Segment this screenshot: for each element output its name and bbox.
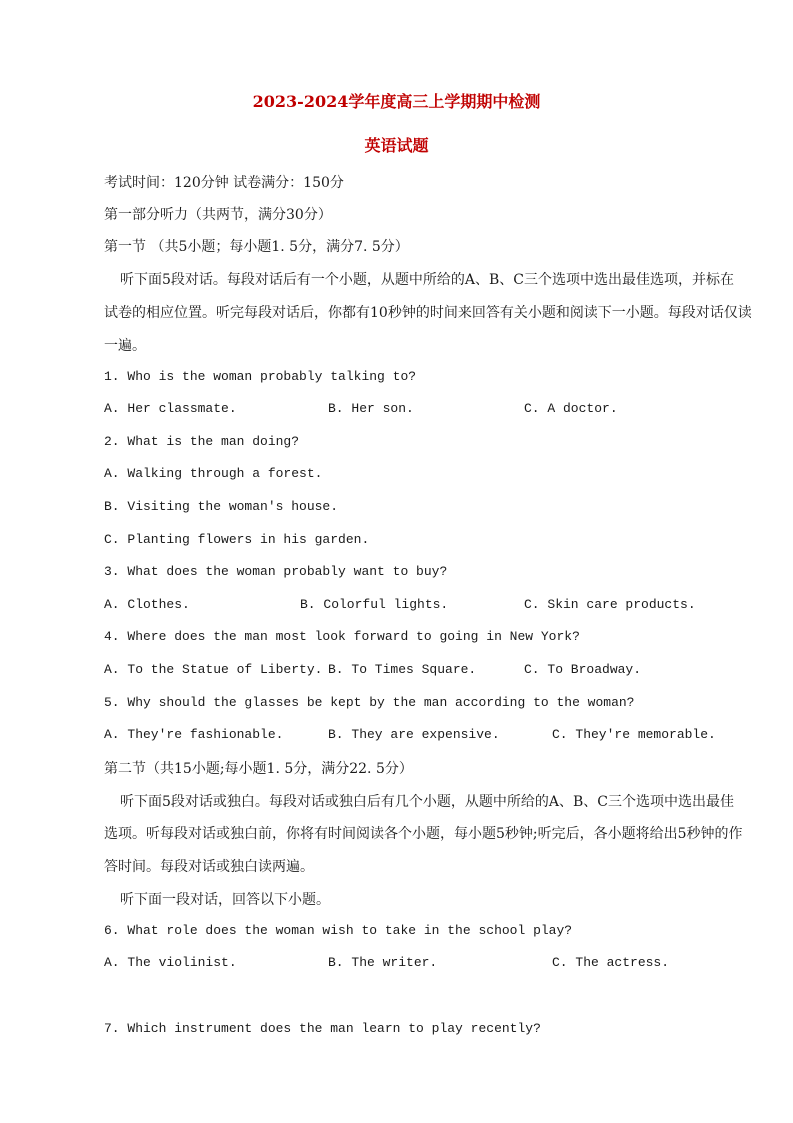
question-6: 6. What role does the woman wish to take in the school play? [104,923,573,938]
option-5c: C. They're memorable. [552,727,716,742]
option-3a: A. Clothes. [104,597,190,612]
option-2c: C. Planting flowers in his garden. [104,532,370,547]
question-3: 3. What does the woman probably want to buy? [104,564,448,579]
option-4c: C. To Broadway. [524,662,642,677]
option-4a: A. To the Statue of Liberty. [104,662,323,677]
question-4: 4. Where does the man most look forward to going in New York? [104,629,580,644]
section2-heading: 第二节（共15小题;每小题1. 5分，满分22. 5分） [104,761,413,777]
question-5: 5. Why should the glasses be kept by the man according to the woman? [104,695,635,710]
option-1b: B. Her son. [328,401,414,416]
instructions2-line: 答时间。每段对话或独白读两遍。 [104,859,314,875]
section1-heading: 第一节 （共5小题；每小题1. 5分，满分7. 5分） [104,239,409,255]
exam-time-info: 考试时间：120分钟 试卷满分：150分 [104,175,344,191]
option-1a: A. Her classmate. [104,401,237,416]
option-5b: B. They are expensive. [328,727,500,742]
option-3b: B. Colorful lights. [300,597,449,612]
instructions2-line: 听下面5段对话或独白。每段对话或独白后有几个小题，从题中所给的A、B、C三个选项中选出最佳 [120,794,735,810]
option-6b: B. The writer. [328,955,438,970]
option-6a: A. The violinist. [104,955,237,970]
option-3c: C. Skin care products. [524,597,696,612]
page-subtitle: 英语试题 [364,136,429,155]
question-7: 7. Which instrument does the man learn to play recently? [104,1021,541,1036]
question-2: 2. What is the man doing? [104,434,300,449]
option-2b: B. Visiting the woman's house. [104,499,339,514]
option-5a: A. They're fashionable. [104,727,284,742]
option-6c: C. The actress. [552,955,670,970]
question-1: 1. Who is the woman probably talking to? [104,369,417,384]
option-2a: A. Walking through a forest. [104,466,323,481]
dialog-note: 听下面一段对话，回答以下小题。 [120,892,330,908]
option-1c: C. A doctor. [524,401,618,416]
part1-heading: 第一部分听力（共两节，满分30分） [104,207,332,223]
instructions1-line: 一遍。 [104,338,146,354]
page-title: 2023-2024学年度高三上学期期中检测 [252,92,541,111]
instructions1-line: 试卷的相应位置。听完每段对话后，你都有10秒钟的时间来回答有关小题和阅读下一小题。每段对话仅读 [104,305,752,321]
option-4b: B. To Times Square. [328,662,477,677]
instructions2-line: 选项。听每段对话或独白前，你将有时间阅读各个小题，每小题5秒钟;听完后，各小题将给出5秒钟的作 [104,826,743,842]
instructions1-line: 听下面5段对话。每段对话后有一个小题，从题中所给的A、B、C三个选项中选出最佳选项，并标在 [120,272,735,288]
